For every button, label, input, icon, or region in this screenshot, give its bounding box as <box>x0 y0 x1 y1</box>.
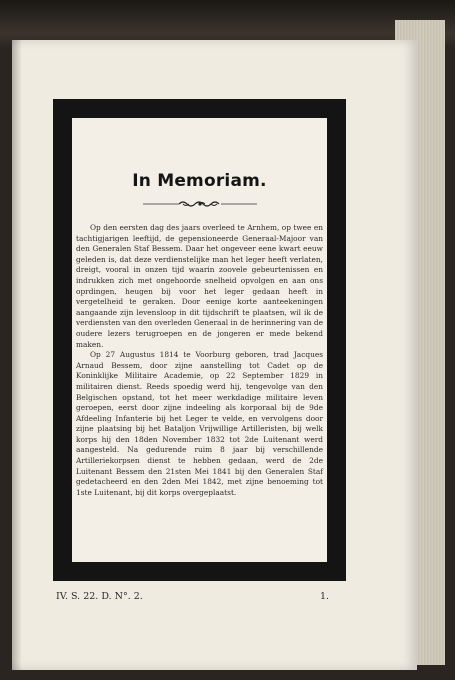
mourning-border <box>53 99 346 581</box>
page-number: 1. <box>320 591 330 602</box>
memoriam-title: In Memoriam. <box>132 171 267 191</box>
ornament-divider-icon <box>141 199 259 209</box>
book-spine-shadow <box>12 40 22 670</box>
sheet-signature: IV. S. 22. D. N°. 2. <box>56 591 143 602</box>
paragraph-1: Op den eersten dag des jaars overleed te Arnhem, op twee en tachtigjarigen leeftijd, de gepensioneerde Generaal-Majoor van den Generalen Staf Bessem. Daar het ongeveer eene kwart eeuw geleden is, dat deze verdienstelijke man het leger heeft verlaten, dreigt, vooral in onzen tijd waarin zoovele gebeurtenissen en indrukken zich met ongehoorde snelheid opvolgen en aan ons oprdingen, heugen bij voor het leger gedaan heeft in vergetelheid te geraken. Door eenige korte aanteekeningen aangaande zijn levensloop in dit tijdschrift te plaatsen, wil ik de verdiensten van den overleden Generaal in de herinnering van de oudere lezers terugroepen en de jongeren er mede bekend maken. <box>76 223 323 349</box>
memoriam-text <box>76 223 323 498</box>
paragraph-2: Op 27 Augustus 1814 te Voorburg geboren, trad Jacques Arnaud Bessem, door zijne aanstelling tot Cadet op de Koninklijke Militaire Academie, op 22 September 1829 in militairen dienst. Reeds spoedig werd hij, tengevolge van den Belgischen opstand, tot het meer werkdadige militaire leven geroepen, eerst door zijne indeeling als korporaal bij de 9de Afdeeling Infanterie bij het Leger te velde, en vervolgens door zijne plaatsing bij het Bataljon Vrijwillige Artilleristen, bij welk korps hij den 18den November 1832 tot 2de Luitenant werd aangesteld. Na gedurende ruim 8 jaar bij verschillende Artilleriekorpsen dienst te hebben gedaan, werd de 2de Luitenant Bessem den 21sten Mei 1841 bij den Generalen Staf gedetacheerd en den 2den Mei 1842, met zijne benoeming tot 1ste Luitenant, bij dit korps overgeplaatst. <box>76 350 323 497</box>
memoriam-content <box>72 118 327 562</box>
